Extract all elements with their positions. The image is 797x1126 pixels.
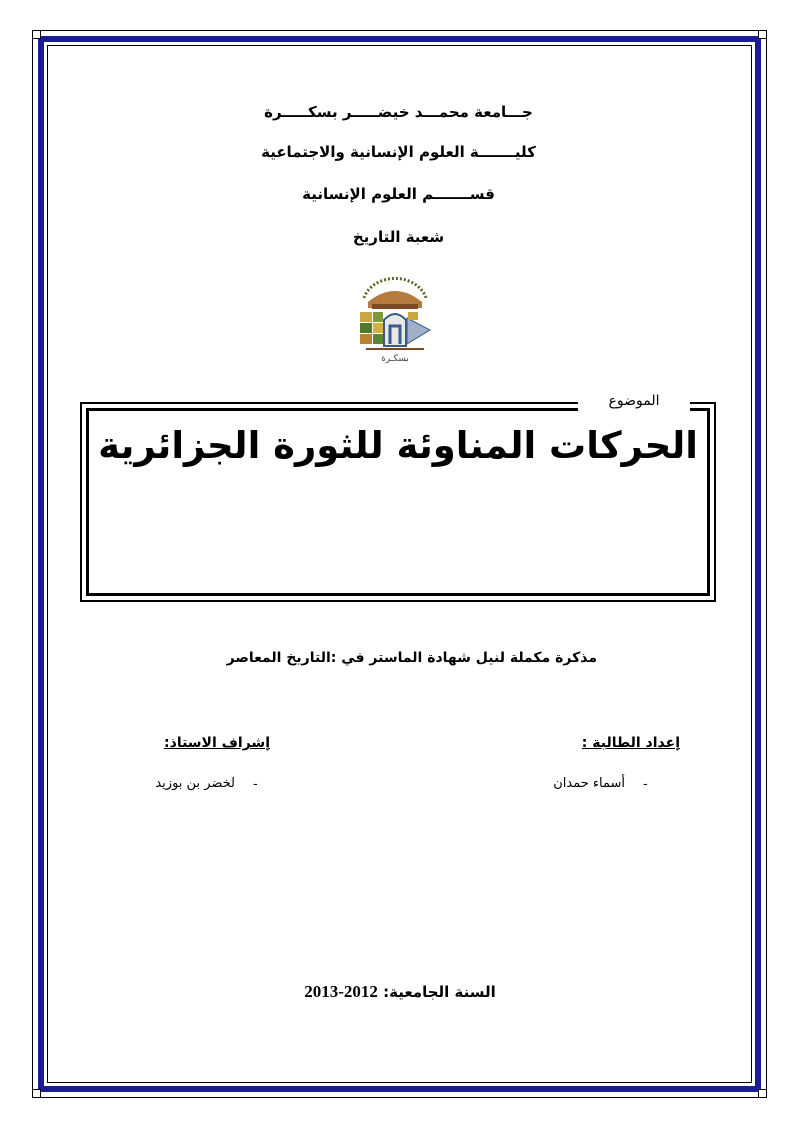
frame-corner-bottom-left xyxy=(32,1089,41,1098)
logo-caption: بسكـرة xyxy=(381,354,409,364)
branch-name: شعبة التاريخ xyxy=(352,228,445,246)
supervisor-name: لخضر بن بوزيد xyxy=(155,776,235,791)
supervisor-bullet: - xyxy=(253,777,258,792)
academic-year-label: السنة الجامعية: xyxy=(383,983,496,1001)
frame-corner-top-left xyxy=(32,30,41,39)
subject-title: الحركات المناوئة للثورة الجزائرية xyxy=(98,424,698,467)
academic-year xyxy=(250,982,550,1002)
university-logo xyxy=(350,268,440,372)
student-name: أسماء حمدان xyxy=(553,776,625,791)
student-bullet: - xyxy=(643,777,648,792)
subject-label: الموضوع xyxy=(578,390,690,412)
faculty-name: كليـــــــة العلوم الإنسانية والاجتماعية xyxy=(261,143,536,161)
academic-year-value: 2013-2012 xyxy=(304,982,378,1001)
frame-corner-top-right xyxy=(758,30,767,39)
frame-corner-bottom-right xyxy=(758,1089,767,1098)
thesis-description: مذكرة مكملة لنيل شهادة الماستر في :التاريخ المعاصر xyxy=(226,650,597,666)
university-name: جـــامعة محمـــد خيضـــــر بسكـــــرة xyxy=(264,103,533,121)
student-heading: إعداد الطالبة : xyxy=(581,735,680,751)
supervisor-heading: إشراف الاستاذ: xyxy=(164,735,270,751)
department-name: قســـــــم العلوم الإنسانية xyxy=(302,185,495,203)
